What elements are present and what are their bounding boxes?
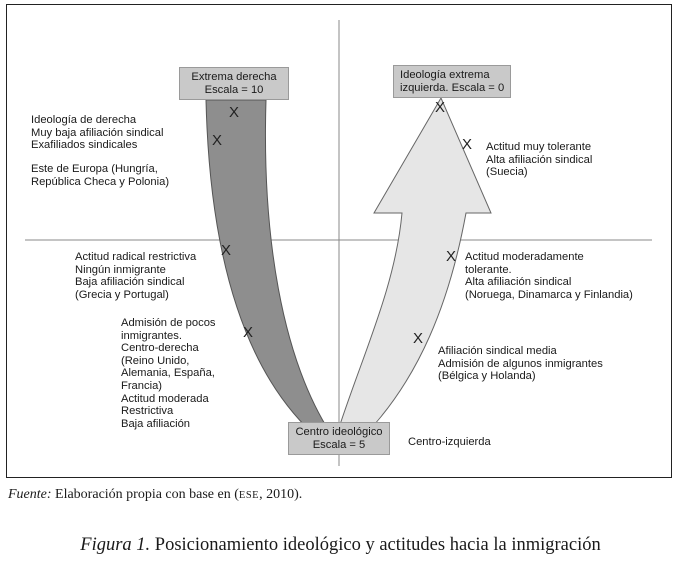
marker-x: X <box>229 104 240 121</box>
marker-x: X <box>221 242 232 259</box>
extreme-left-scale: izquierda. Escala = 0 <box>400 81 505 94</box>
right-label-moderately-tolerant: Actitud moderadamente tolerante. Alta afiliación sindical (Noruega, Dinamarca y Finlandia) <box>465 251 633 301</box>
right-label-center-left: Centro-izquierda <box>408 436 491 448</box>
marker-x: X <box>413 330 424 347</box>
extreme-left-box <box>393 65 511 98</box>
extreme-right-title: Extrema derecha <box>191 71 277 83</box>
left-label-extreme-right: Ideología de derecha Muy baja afiliación sindical Exafiliados sindicales <box>31 114 164 152</box>
marker-x: X <box>243 324 254 341</box>
center-box <box>288 422 390 455</box>
figure-caption: Figura 1. Posicionamiento ideológico y actitudes hacia la inmigración <box>80 535 601 555</box>
marker-x: X <box>462 136 473 153</box>
source-note: Fuente: Elaboración propia con base en (ESE, 2010). <box>8 487 303 502</box>
center-title: Centro ideológico <box>295 426 383 438</box>
right-label-medium-affiliation: Afiliación sindical media Admisión de algunos inmigrantes (Bélgica y Holanda) <box>438 345 603 383</box>
marker-x: X <box>446 248 457 265</box>
right-wing-curve <box>206 100 335 440</box>
left-label-eastern-europe: Este de Europa (Hungría, República Checa y Polonia) <box>31 163 170 188</box>
marker-x: X <box>212 132 223 149</box>
marker-x: X <box>435 99 446 116</box>
extreme-left-title: Ideología extrema <box>400 69 490 81</box>
extreme-right-box <box>179 67 289 100</box>
extreme-right-scale: Escala = 10 <box>204 83 264 96</box>
left-label-center-right: Admisión de pocos inmigrantes. Centro-derecha (Reino Unido, Alemania, España, Francia) Actitud moderada Restrictiva Baja afiliación <box>121 317 216 430</box>
left-label-radical-restrictive: Actitud radical restrictiva Ningún inmigrante Baja afiliación sindical (Grecia y Portugal) <box>75 251 197 301</box>
right-label-very-tolerant: Actitud muy tolerante Alta afiliación sindical (Suecia) <box>486 141 593 179</box>
center-scale: Escala = 5 <box>312 438 366 451</box>
